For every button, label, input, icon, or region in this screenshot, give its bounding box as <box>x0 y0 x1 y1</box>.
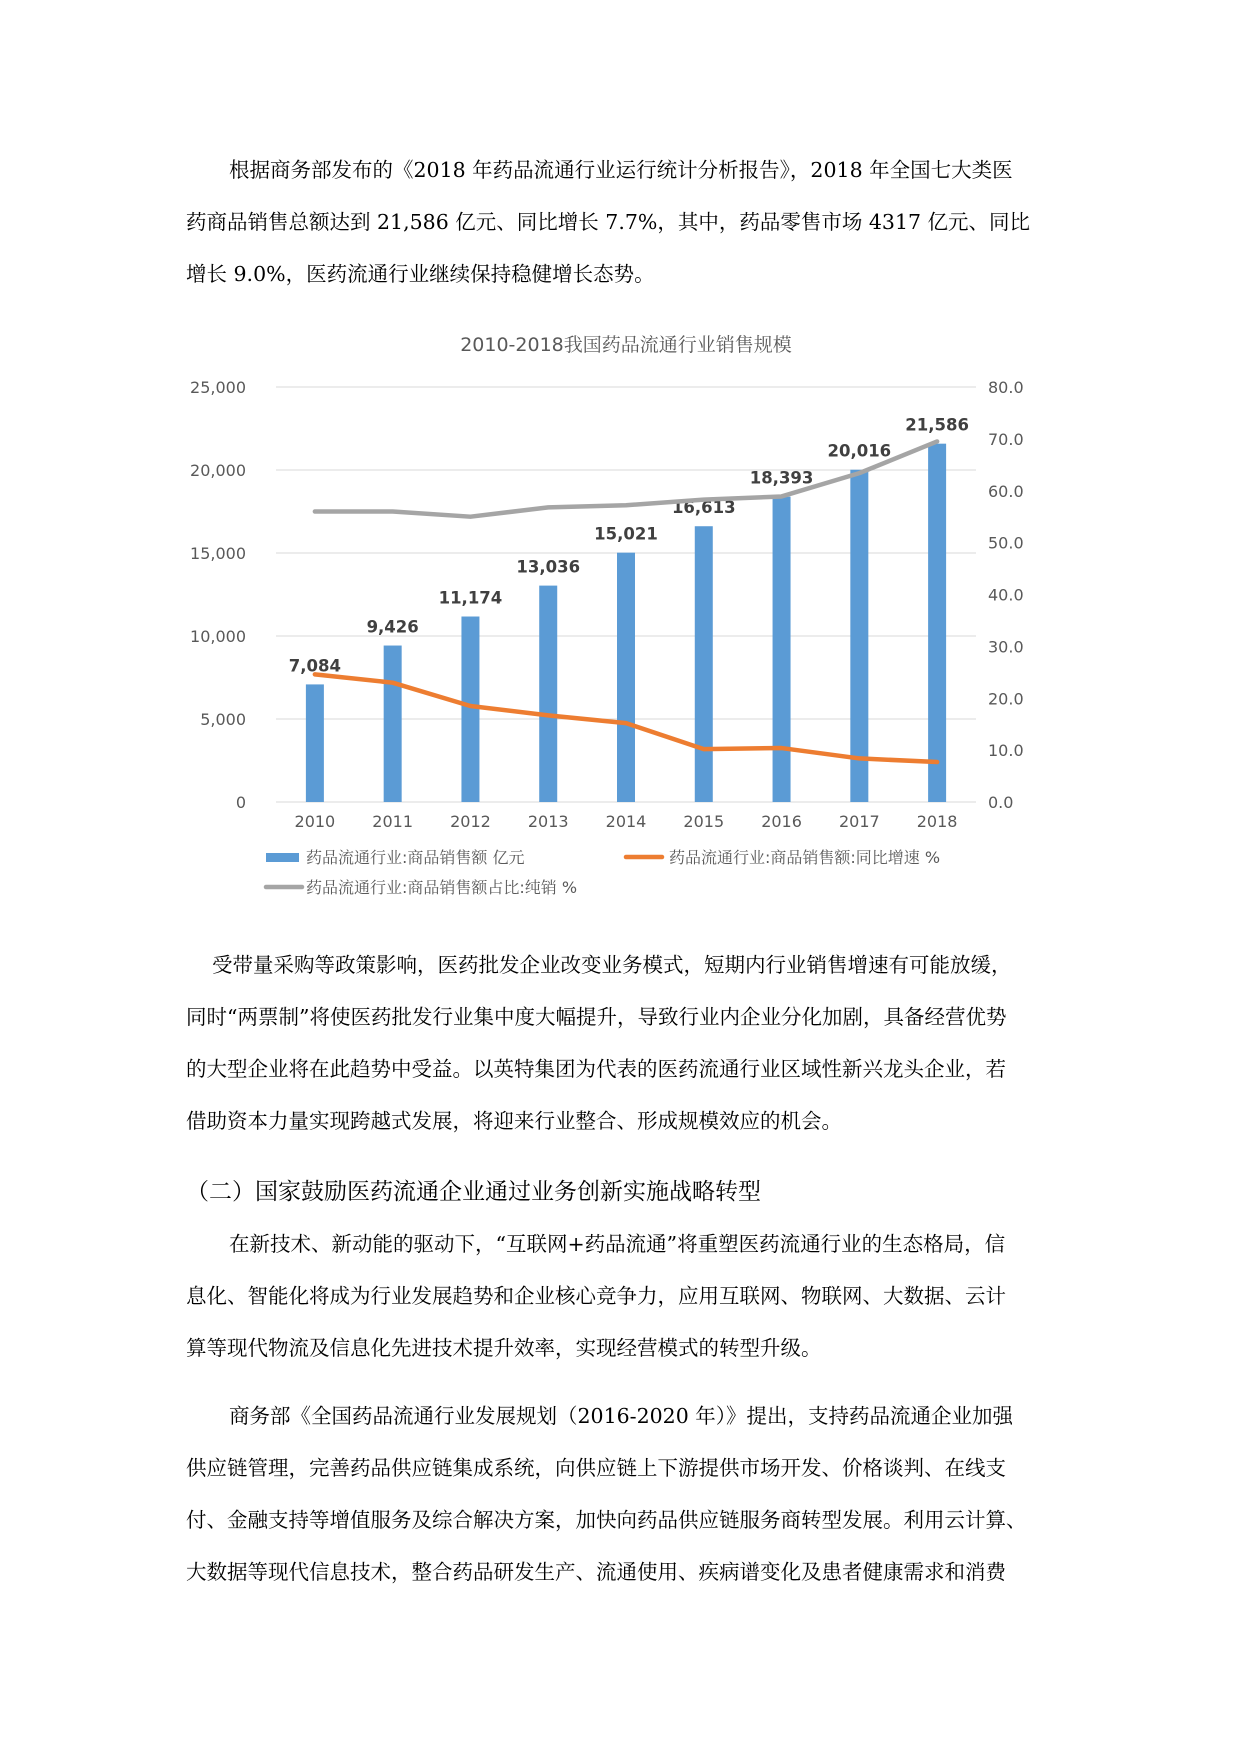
paragraph-line: 供应链管理，完善药品供应链集成系统，向供应链上下游提供市场开发、价格谈判、在线支 <box>186 1456 1006 1480</box>
legend-label: 药品流通行业:商品销售额:同比增速 % <box>669 848 941 867</box>
paragraph-line: 受带量采购等政策影响，医药批发企业改变业务模式，短期内行业销售增速有可能放缓， <box>212 953 1012 977</box>
paragraph-line: 商务部《全国药品流通行业发展规划（2016-2020 年）》提出，支持药品流通企业加强 <box>229 1404 1014 1428</box>
section-heading: （二）国家鼓励医药流通企业通过业务创新实施战略转型 <box>186 1179 761 1205</box>
bar-data-label: 20,016 <box>827 441 892 461</box>
legend-swatch <box>266 853 299 862</box>
bar <box>461 617 479 802</box>
y-left-tick-label: 10,000 <box>190 627 246 646</box>
legend-label: 药品流通行业:商品销售额占比:纯销 % <box>306 878 578 897</box>
bar <box>617 553 635 802</box>
legend-label: 药品流通行业:商品销售额 亿元 <box>306 848 525 867</box>
y-right-tick-label: 30.0 <box>988 637 1024 657</box>
bar <box>306 684 324 802</box>
bar <box>850 470 868 802</box>
x-tick-label: 2017 <box>838 812 880 831</box>
paragraph-line: 息化、智能化将成为行业发展趋势和企业核心竞争力，应用互联网、物联网、大数据、云计 <box>186 1284 1006 1308</box>
bar-data-label: 21,586 <box>905 415 969 435</box>
y-right-tick-label: 10.0 <box>988 741 1024 761</box>
bar-data-label: 7,084 <box>288 656 341 676</box>
bar <box>539 586 557 802</box>
y-left-tick-label: 5,000 <box>200 710 246 729</box>
bar <box>928 444 946 802</box>
bar <box>773 497 791 802</box>
y-left-tick-label: 25,000 <box>190 378 246 397</box>
y-right-tick-label: 50.0 <box>988 533 1024 553</box>
y-right-tick-label: 80.0 <box>988 378 1024 397</box>
chart-title: 2010-2018我国药品流通行业销售规模 <box>460 334 792 356</box>
paragraph-line: 增长 9.0%，医药流通行业继续保持稳健增长态势。 <box>186 262 655 286</box>
x-tick-label: 2013 <box>527 812 569 831</box>
paragraph-line: 付、金融支持等增值服务及综合解决方案，加快向药品供应链服务商转型发展。利用云计算、 <box>186 1508 1027 1532</box>
bar-data-label: 11,174 <box>438 588 503 608</box>
y-right-tick-label: 0.0 <box>988 793 1014 812</box>
x-tick-label: 2010 <box>294 812 336 831</box>
bar-data-label: 15,021 <box>594 524 658 544</box>
y-right-tick-label: 40.0 <box>988 585 1024 605</box>
y-right-tick-label: 70.0 <box>988 429 1024 449</box>
paragraph-line: 大数据等现代信息技术，整合药品研发生产、流通使用、疾病谱变化及患者健康需求和消费 <box>186 1560 1006 1584</box>
x-tick-label: 2015 <box>683 812 725 831</box>
bar-data-label: 13,036 <box>516 557 581 577</box>
x-tick-label: 2014 <box>605 812 647 831</box>
bar-data-label: 9,426 <box>366 617 419 637</box>
paragraph-line: 药商品销售总额达到 21,586 亿元、同比增长 7.7%，其中，药品零售市场 4317 亿元、同比 <box>186 210 1031 234</box>
sales-scale-chart <box>186 328 1046 918</box>
y-right-tick-label: 60.0 <box>988 481 1024 501</box>
bar <box>384 646 402 802</box>
bar-data-label: 16,613 <box>671 498 736 518</box>
paragraph-line: 同时“两票制”将使医药批发行业集中度大幅提升，导致行业内企业分化加剧，具备经营优势 <box>186 1005 1007 1029</box>
y-left-tick-label: 0 <box>235 793 246 812</box>
paragraph-line: 算等现代物流及信息化先进技术提升效率，实现经营模式的转型升级。 <box>186 1336 822 1360</box>
paragraph-line: 在新技术、新动能的驱动下，“互联网+药品流通”将重塑医药流通行业的生态格局，信 <box>229 1232 1006 1256</box>
y-left-tick-label: 15,000 <box>190 544 246 563</box>
y-right-tick-label: 20.0 <box>988 689 1024 709</box>
x-tick-label: 2012 <box>450 812 491 831</box>
paragraph-line: 的大型企业将在此趋势中受益。以英特集团为代表的医药流通行业区域性新兴龙头企业，若 <box>186 1057 1006 1081</box>
x-tick-label: 2011 <box>372 812 414 831</box>
paragraph-line: 根据商务部发布的《2018 年药品流通行业运行统计分析报告》，2018 年全国七大类医 <box>229 158 1013 182</box>
bar <box>695 526 713 802</box>
paragraph-line: 借助资本力量实现跨越式发展，将迎来行业整合、形成规模效应的机会。 <box>186 1109 842 1133</box>
bar-data-label: 18,393 <box>749 468 814 488</box>
x-tick-label: 2016 <box>761 812 802 831</box>
x-tick-label: 2018 <box>916 812 958 831</box>
y-left-tick-label: 20,000 <box>190 461 246 480</box>
